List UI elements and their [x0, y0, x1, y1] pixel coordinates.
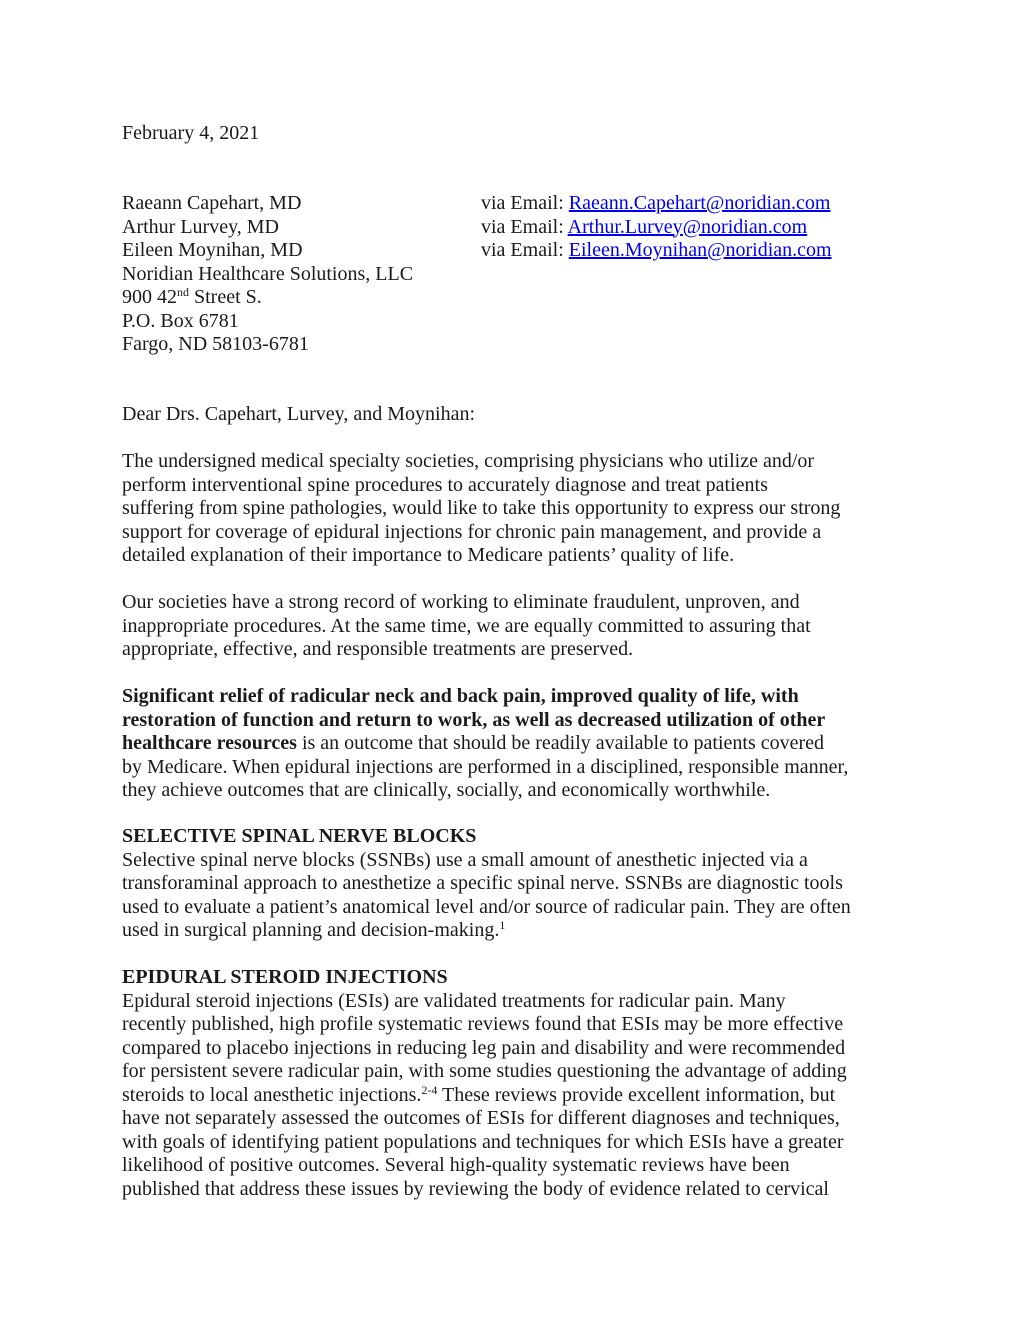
text-segment: steroids to local anesthetic injections. [122, 1083, 422, 1106]
email-link[interactable]: Arthur.Lurvey@noridian.com [567, 215, 808, 238]
text-line [122, 497, 840, 521]
text-segment: recently published, high profile systematic reviews found that ESIs may be more effective [122, 1013, 844, 1035]
superscript: 1 [499, 918, 506, 932]
letter-date: February 4, 2021 [122, 122, 260, 144]
section-esi [122, 966, 847, 1201]
text-segment: perform interventional spine procedures to accurately diagnose and treat patients [122, 473, 768, 496]
text-line [122, 990, 847, 1014]
text-segment: support for coverage of epidural injections for chronic pain management, and provide a [122, 520, 822, 543]
via-label: via Email: [481, 215, 568, 238]
text-line [122, 685, 848, 709]
text-segment: they achieve outcomes that are clinically, socially, and economically worthwhile. [122, 779, 771, 801]
text-line [122, 756, 848, 780]
text-line [122, 521, 840, 545]
text-line [122, 263, 413, 287]
text-line [122, 1131, 847, 1155]
via-label: via Email: [481, 192, 569, 214]
paragraph-record [122, 591, 811, 662]
email-row [481, 239, 832, 263]
bold-text: SELECTIVE SPINAL NERVE BLOCKS [122, 825, 477, 847]
text-segment: have not separately assessed the outcomes of ESIs for different diagnoses and techniques, [122, 1107, 840, 1129]
bold-text: healthcare resources [122, 732, 297, 754]
text-segment: Raeann Capehart, MD [122, 192, 302, 214]
text-line [122, 544, 840, 568]
text-segment: Fargo, ND 58103-6781 [122, 333, 309, 355]
email-link[interactable]: Raeann.Capehart@noridian.com [568, 192, 831, 214]
text-line [122, 1084, 847, 1108]
email-row [481, 216, 832, 240]
text-line [122, 333, 413, 357]
text-segment: Our societies have a strong record of working to eliminate fraudulent, unproven, and [122, 591, 800, 613]
text-line [122, 709, 848, 733]
text-segment: The undersigned medical specialty societies, comprising physicians who utilize and/or [122, 450, 815, 472]
text-segment: 900 42 [122, 286, 177, 308]
text-segment: Street S. [189, 286, 262, 308]
text-line [122, 591, 811, 615]
text-segment: P.O. Box 6781 [122, 309, 239, 332]
text-line [122, 1178, 847, 1202]
text-line [122, 638, 811, 662]
text-line [122, 919, 851, 943]
text-segment: appropriate, effective, and responsible treatments are preserved. [122, 638, 634, 660]
text-segment: transforaminal approach to anesthetize a specific spinal nerve. SSNBs are diagnostic tools [122, 872, 843, 894]
text-segment: Arthur Lurvey, MD [122, 215, 280, 238]
text-segment: by Medicare. When epidural injections are performed in a disciplined, responsible manner, [122, 755, 849, 778]
paragraph-intro [122, 450, 840, 568]
text-segment: for persistent severe radicular pain, with some studies questioning the advantage of adding [122, 1060, 847, 1082]
email-row [481, 192, 832, 216]
text-line [122, 1107, 847, 1131]
text-segment: These reviews provide excellent information, but [437, 1083, 836, 1106]
superscript: nd [177, 285, 189, 299]
text-segment: used to evaluate a patient’s anatomical level and/or source of radicular pain. They are often [122, 895, 851, 918]
salutation: Dear Drs. Capehart, Lurvey, and Moynihan: [122, 403, 476, 425]
text-line [122, 779, 848, 803]
text-line [122, 216, 413, 240]
bold-text: restoration of function and return to work, as well as decreased utilization of other [122, 708, 826, 731]
text-segment: detailed explanation of their importance to Medicare patients’ quality of life. [122, 544, 735, 566]
text-line [122, 286, 413, 310]
text-line [122, 849, 851, 873]
text-segment: Noridian Healthcare Solutions, LLC [122, 262, 414, 285]
text-segment: Eileen Moynihan, MD [122, 239, 303, 261]
text-segment: is an outcome that should be readily available to patients covered [296, 732, 825, 754]
text-line [122, 450, 840, 474]
email-list [481, 192, 832, 263]
text-segment: suffering from spine pathologies, would like to take this opportunity to express our strong [122, 497, 841, 519]
text-line [122, 896, 851, 920]
text-segment: Epidural steroid injections (ESIs) are validated treatments for radicular pain. Many [122, 989, 786, 1012]
via-label: via Email: [481, 239, 569, 261]
text-segment: used in surgical planning and decision-making. [122, 919, 500, 941]
text-segment: inappropriate procedures. At the same time, we are equally committed to assuring that [122, 614, 811, 637]
text-line [122, 192, 413, 216]
text-line [122, 966, 847, 990]
text-line [122, 1013, 847, 1037]
email-link[interactable]: Eileen.Moynihan@noridian.com [568, 239, 832, 261]
text-line [122, 1037, 847, 1061]
paragraph-outcomes [122, 685, 848, 803]
text-segment: compared to placebo injections in reducing leg pain and disability and were recommended [122, 1036, 846, 1059]
text-line [122, 239, 413, 263]
superscript: 2-4 [421, 1082, 438, 1097]
text-line [122, 1154, 847, 1178]
text-line [122, 310, 413, 334]
bold-text: Significant relief of radicular neck and back pain, improved quality of life, with [122, 685, 799, 707]
text-line [122, 732, 848, 756]
text-segment: published that address these issues by reviewing the body of evidence related to cervical [122, 1177, 829, 1200]
text-line [122, 474, 840, 498]
text-line [122, 825, 851, 849]
text-segment: with goals of identifying patient populations and techniques for which ESIs have a greater [122, 1130, 844, 1153]
text-line [122, 872, 851, 896]
bold-text: EPIDURAL STEROID INJECTIONS [122, 966, 448, 988]
text-line [122, 1060, 847, 1084]
text-line [122, 615, 811, 639]
recipient-address [122, 192, 413, 357]
text-segment: likelihood of positive outcomes. Several high-quality systematic reviews have been [122, 1154, 790, 1176]
text-segment: Selective spinal nerve blocks (SSNBs) use a small amount of anesthetic injected via a [122, 848, 808, 871]
section-ssnb [122, 825, 851, 943]
